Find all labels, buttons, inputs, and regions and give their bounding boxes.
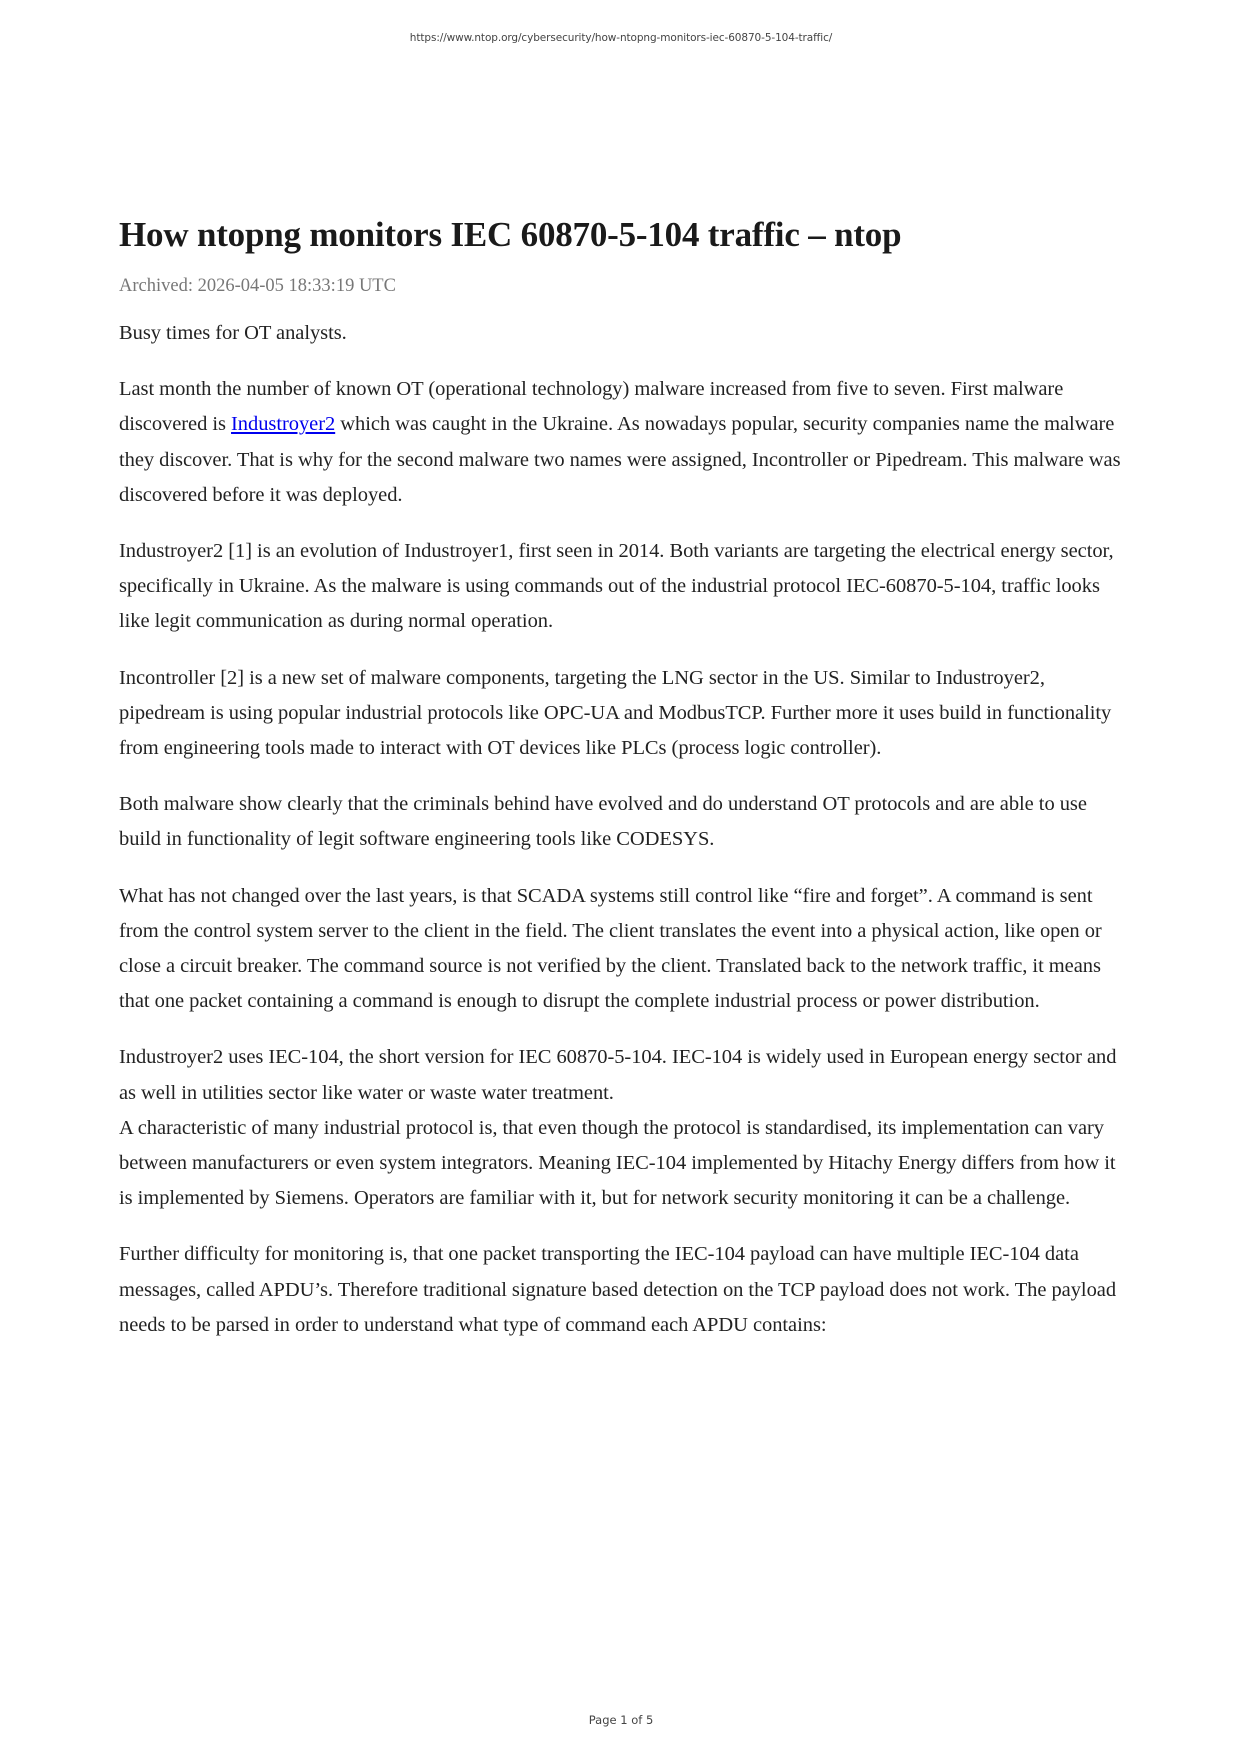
paragraph-monitoring-difficulty: Further difficulty for monitoring is, that one packet transporting the IEC-104 payload can have multiple IEC-104 data messages, called APDU’s. Therefore traditional signature based detection on the TCP payload does not work. The payload needs to be parsed in order to understand what type of command each APDU contains: [119, 1243, 1117, 1336]
page-title: How ntopng monitors IEC 60870-5-104 traffic – ntop [119, 215, 902, 254]
page-url-header: https://www.ntop.org/cybersecurity/how-ntopng-monitors-iec-60870-5-104-traffic/ [409, 32, 833, 44]
paragraph-industroyer2: Industroyer2 [1] is an evolution of Industroyer1, first seen in 2014. Both variants are targeting the electrical energy sector, specifically in Ukraine. As the malware is using commands out of the industrial protocol IEC-60870-5-104, traffic looks like legit communication as during normal operation. [119, 540, 1114, 633]
paragraph-text: Last month the number of known OT (operational technology) malware increased from five to seven. First malware discovered is [119, 378, 1064, 436]
paragraph-iec104-usage: Industroyer2 uses IEC-104, the short version for IEC 60870-5-104. IEC-104 is widely used in European energy sector and as well in utilities sector like water or waste water treatment. [119, 1046, 1117, 1104]
paragraph-incontroller: Incontroller [2] is a new set of malware components, targeting the LNG sector in the US. Similar to Industroyer2, pipedream is using popular industrial protocols like OPC-UA and ModbusTCP. Further more it uses build in functionality from engineering tools made to interact with OT devices like PLCs (process logic controller). [119, 666, 1112, 760]
paragraph-scada: What has not changed over the last years, is that SCADA systems still control like “fire and forget”. A command is sent from the control system server to the client in the field. The client translates the event into a physical action, like open or close a circuit breaker. The command source is not verified by the client. Translated back to the network traffic, it means that one packet containing a command is enough to disrupt the complete industrial process or power distribution. [119, 884, 1102, 1013]
paragraph-implementation: A characteristic of many industrial protocol is, that even though the protocol is standardised, its implementation can vary between manufacturers or even system integrators. Meaning IEC-104 implemented by Hitachy Energy differs from how it is implemented by Siemens. Operators are familiar with it, but for network security monitoring it can be a challenge. [119, 1116, 1116, 1210]
page-indicator: Page 1 of 5 [588, 1713, 654, 1727]
paragraph-ot-malware [119, 372, 1131, 513]
article-body [119, 316, 1131, 1343]
paragraph-both-malware: Both malware show clearly that the criminals behind have evolved and do understand OT protocols and are able to use build in functionality of legit software engineering tools like CODESYS. [119, 793, 1087, 851]
paragraph-intro: Busy times for OT analysts. [119, 322, 347, 344]
archived-timestamp: Archived: 2026-04-05 18:33:19 UTC [119, 276, 396, 296]
article [119, 212, 1131, 1343]
industroyer2-link[interactable]: Industroyer2 [231, 413, 336, 436]
paragraph-text: which was caught in the Ukraine. As nowadays popular, security companies name the malware they discover. That is why for the second malware two names were assigned, Incontroller or Pipedream. This malware was discovered before it was deployed. [119, 413, 1121, 506]
